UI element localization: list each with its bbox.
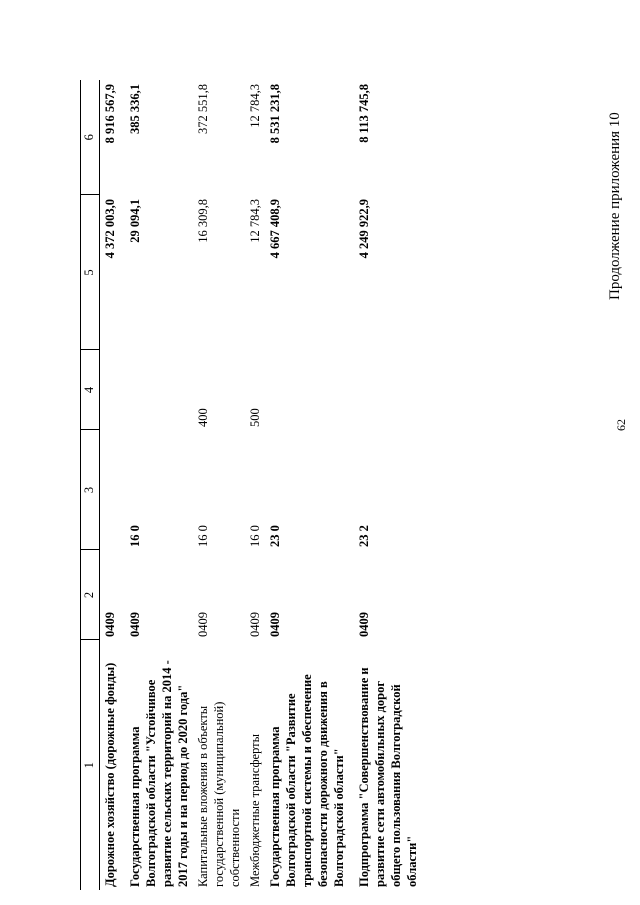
table-row (349, 80, 426, 890)
amount-col5: 12 784,3 (248, 199, 262, 243)
target-code: 16 0 (196, 525, 210, 547)
page-number: 62 (614, 419, 628, 431)
row-name: Государственная программа Волгоградской области "Развитие транспортной системы и обеспечение безопасности дорожного движения в Волгоградской области" (268, 674, 346, 887)
amount-col6: 12 784,3 (248, 84, 262, 128)
expense-type-code: 500 (248, 408, 262, 427)
column-number-row (81, 80, 100, 890)
amount-col5: 4 372 003,0 (103, 199, 117, 259)
section-code: 0409 (196, 612, 210, 637)
amount-col6: 8 531 231,8 (268, 84, 282, 144)
budget-table (80, 80, 426, 890)
column-header: 2 (81, 550, 100, 640)
section-code: 0409 (128, 612, 142, 637)
row-name: Капитальные вложения в объекты государственной (муниципальной) собственности (196, 701, 242, 887)
expense-type-code (265, 350, 349, 430)
expense-type-code (100, 350, 121, 430)
target-code (100, 430, 121, 550)
amount-col5: 4 667 408,9 (268, 199, 282, 259)
section-code: 0409 (357, 612, 371, 637)
target-code: 16 0 (128, 525, 142, 547)
amount-col6: 8 113 745,8 (357, 84, 371, 143)
amount-col5: 29 094,1 (128, 199, 142, 243)
expense-type-code (120, 350, 193, 430)
column-header: 6 (81, 80, 100, 195)
expense-type-code: 400 (196, 408, 210, 427)
amount-col5: 16 309,8 (196, 199, 210, 243)
table-row (245, 80, 265, 890)
rotated-landscape-content (80, 80, 640, 890)
target-code: 23 0 (268, 525, 282, 547)
amount-col6: 372 551,8 (196, 84, 210, 134)
section-code: 0409 (268, 612, 282, 637)
continuation-caption: Продолжение приложения 10 (607, 112, 623, 300)
section-code: 0409 (103, 612, 117, 637)
amount-col6: 8 916 567,9 (103, 84, 117, 144)
row-name: Межбюджетные трансферты (248, 733, 262, 887)
column-header: 3 (81, 430, 100, 550)
target-code: 16 0 (248, 525, 262, 547)
row-name: Дорожное хозяйство (дорожные фонды) (103, 662, 117, 887)
target-code: 23 2 (357, 525, 371, 547)
amount-col6: 385 336,1 (128, 84, 142, 134)
row-name: Подпрограмма "Совершенствование и развитие сети автомобильных дорог общего пользования Волгоградской области" (357, 667, 419, 887)
column-header: 5 (81, 195, 100, 350)
table-row (265, 80, 349, 890)
row-name: Государственная программа Волгоградской области "Устойчивое развитие сельских территорий на 2014 - 2017 годы и на период до 2020 года" (128, 660, 190, 887)
expense-type-code (349, 350, 426, 430)
column-header: 4 (81, 350, 100, 430)
column-header: 1 (81, 640, 100, 890)
section-code: 0409 (248, 612, 262, 637)
amount-col5: 4 249 922,9 (357, 199, 371, 259)
table-row (120, 80, 193, 890)
table-row (193, 80, 245, 890)
table-row (100, 80, 121, 890)
